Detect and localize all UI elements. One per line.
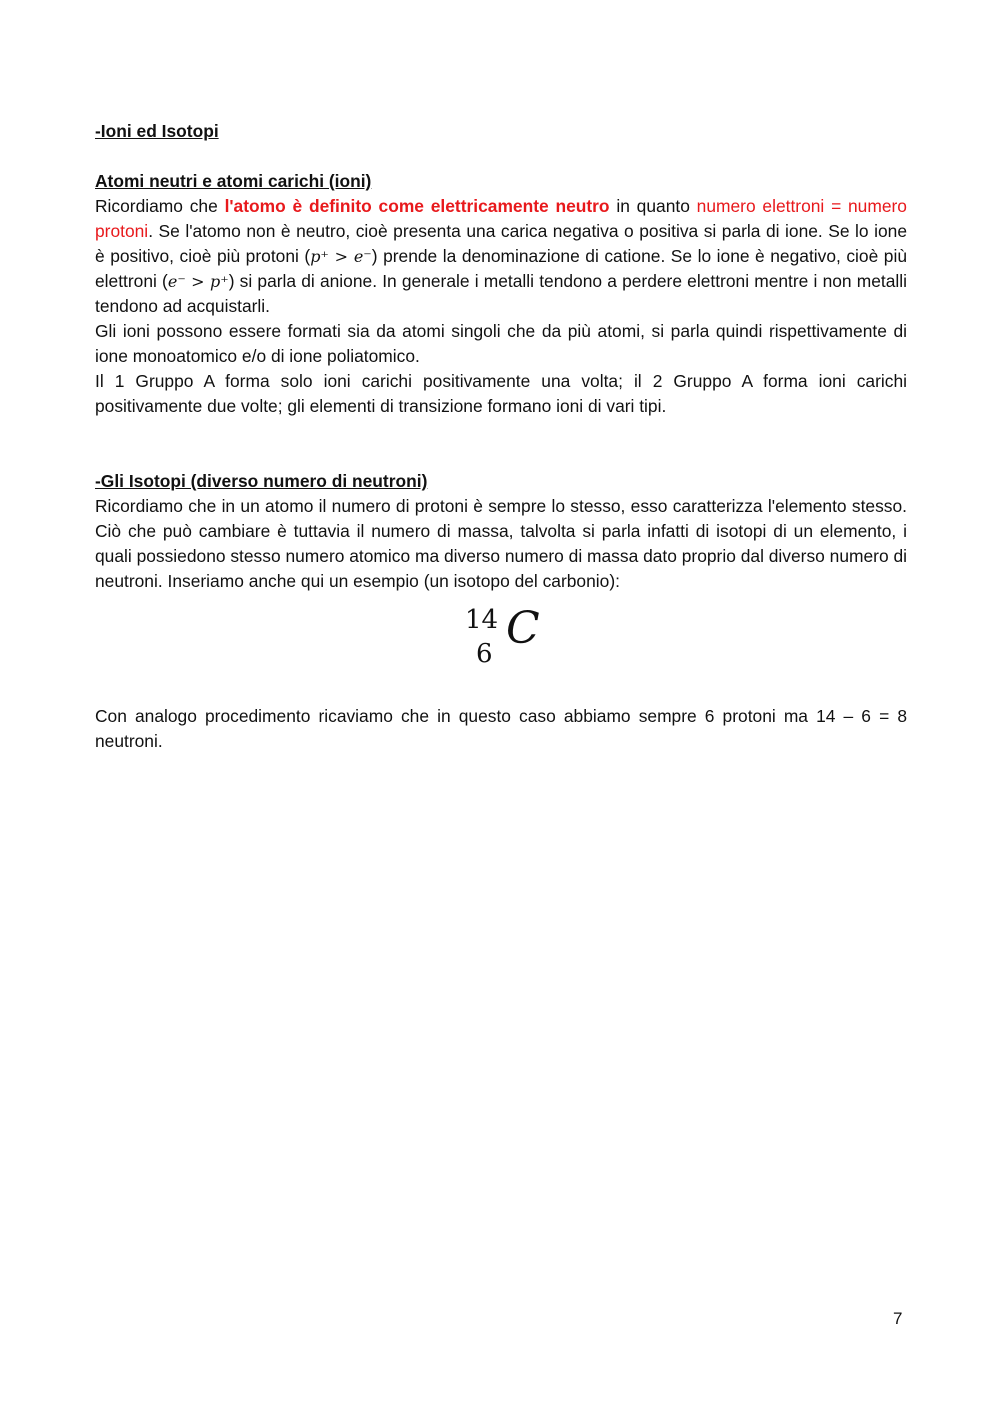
paragraph-isotope-conclusion: Con analogo procedimento ricaviamo che in questo caso abbiamo sempre 6 protoni ma 14 – 6 = 8 neutroni.	[95, 706, 907, 751]
math-anion-condition: e⁻ > p⁺	[167, 272, 229, 291]
paragraph-groups: Il 1 Gruppo A forma solo ioni carichi positivamente una volta; il 2 Gruppo A forma ioni carichi positivamente due volte; gli elementi di transizione formano ioni di vari tipi.	[95, 371, 907, 416]
section-title: -Ioni ed Isotopi	[95, 121, 219, 141]
isotope-notation	[95, 598, 907, 698]
paragraph-ions-definition	[95, 194, 907, 319]
text-run: in quanto	[609, 196, 697, 216]
text-run: ) si parla di anione. In generale i metalli tendono a perdere elettroni mentre i non metalli tendono ad acquistarli.	[95, 271, 908, 316]
mass-number: 14	[465, 605, 499, 635]
subsection-title-isotopes: -Gli Isotopi (diverso numero di neutroni)	[95, 471, 428, 491]
highlight-electrons-protons: numero elettroni = numero protoni	[95, 196, 907, 241]
paragraph-isotopes-definition: Ricordiamo che in un atomo il numero di protoni è sempre lo stesso, esso caratterizza l'elemento stesso. Ciò che può cambiare è tuttavia il numero di massa, talvolta si parla infatti di isotopi di un elemento, i quali possiedono stesso numero atomico ma diverso numero di massa dato proprio dal diverso numero di neutroni. Inseriamo anche qui un esempio (un isotopo del carbonio):	[95, 496, 907, 591]
atomic-number: 6	[476, 639, 493, 669]
subsection-title-ions: Atomi neutri e atomi carichi (ioni)	[95, 171, 372, 191]
page-content	[95, 119, 907, 754]
carbon-14-symbol	[465, 603, 545, 678]
text-run: ) prende la denominazione di catione. Se lo ione è negativo, cioè più elettroni (	[95, 246, 908, 291]
math-cation-condition: p⁺ > e⁻	[310, 247, 372, 266]
paragraph-ion-types: Gli ioni possono essere formati sia da atomi singoli che da più atomi, si parla quindi rispettivamente di ione monoatomico e/o di ione poliatomico.	[95, 321, 907, 366]
text-run: . Se l'atomo non è neutro, cioè presenta una carica negativa o positiva si parla di ione. Se lo ione è positivo, cioè più protoni (	[95, 221, 907, 266]
page-number: 7	[893, 1309, 903, 1328]
element-symbol: C	[506, 603, 540, 654]
text-run: Ricordiamo che	[95, 196, 225, 216]
highlight-neutral-atom: l'atomo è definito come elettricamente neutro	[224, 196, 610, 216]
